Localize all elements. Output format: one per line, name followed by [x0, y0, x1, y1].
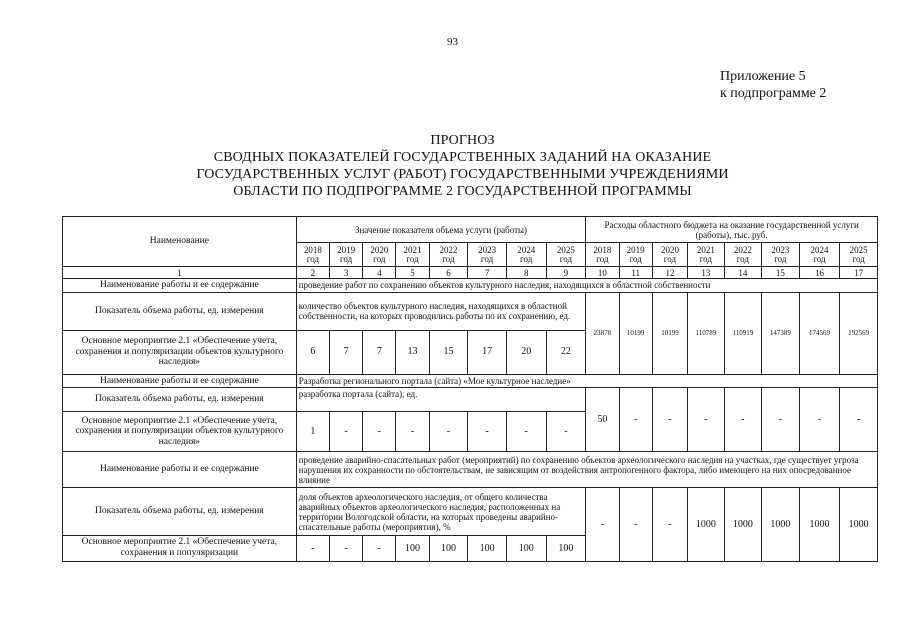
column-number-cell: 13 [688, 267, 724, 279]
expense-cell: - [586, 488, 619, 562]
expense-cell: - [799, 388, 840, 452]
expense-cell: 1000 [762, 488, 800, 562]
volume-cell: 100 [396, 536, 429, 562]
column-number-row [63, 267, 878, 279]
work-name-value: проведение аварийно-спасательных работ (мероприятий) по сохранению объектов археологического наследия на участках, где существует угроза нарушения их сохранности по обстоятельствам, не зависящим от воздействия антропогенного фактора, либо имеющего на них опосредованное влияние [296, 452, 877, 488]
year-header-cell [619, 243, 652, 267]
year-unit: год [480, 253, 494, 264]
column-number-cell: 12 [652, 267, 687, 279]
column-number-cell: 2 [296, 267, 329, 279]
year-label: 2025 [849, 244, 868, 255]
column-number-cell: 15 [762, 267, 800, 279]
expense-cell: 1000 [724, 488, 762, 562]
year-unit: год [852, 253, 865, 264]
year-label: 2022 [733, 244, 752, 255]
appendix-line1: Приложение 5 [720, 69, 806, 84]
volume-cell: 100 [468, 536, 507, 562]
expense-cell: 1000 [688, 488, 724, 562]
column-number-cell: 3 [329, 267, 362, 279]
work-name-label: Наименование работы и ее содержание [63, 374, 297, 388]
appendix-line2: к подпрограмме 2 [720, 86, 827, 101]
volume-cell: 15 [429, 330, 468, 374]
year-header-cell [724, 243, 762, 267]
column-number-cell: 1 [63, 267, 297, 279]
volume-cell: 6 [296, 330, 329, 374]
expense-cell: 110789 [688, 292, 724, 374]
expense-cell: - [652, 488, 687, 562]
document-title [60, 132, 865, 200]
year-header-cell [840, 243, 878, 267]
year-header-cell [329, 243, 362, 267]
expense-cell: - [840, 388, 878, 452]
volume-cell: - [546, 412, 586, 452]
year-unit: год [339, 253, 353, 264]
volume-cell: 17 [468, 330, 507, 374]
indicator-value: количество объектов культурного наследия, находящихся в областной собственности, на которых проводились работы по их сохранению, ед. [296, 292, 586, 330]
header-volume: Значение показателя объема услуги (работы) [296, 217, 586, 243]
year-label: 2019 [626, 244, 645, 255]
indicator-value: доля объектов археологического наследия, от общего количества аварийных объектов археологического наследия, расположенных на территории Вологодской области, на которых проведены аварийно-спасательные работы (мероприятия), % [296, 488, 586, 536]
volume-cell: - [363, 412, 396, 452]
year-header-cell [396, 243, 429, 267]
volume-cell: - [396, 412, 429, 452]
volume-cell: 7 [329, 330, 362, 374]
expense-cell: - [619, 488, 652, 562]
volume-cell: 22 [546, 330, 586, 374]
expense-cell: 23878 [586, 292, 619, 374]
expense-cell: 192569 [840, 292, 878, 374]
column-number-cell: 5 [396, 267, 429, 279]
table-row [63, 279, 878, 293]
year-header-cell [652, 243, 687, 267]
page-number: 93 [447, 36, 458, 48]
volume-cell: 1 [296, 412, 329, 452]
year-label: 2023 [771, 244, 790, 255]
column-number-cell: 6 [429, 267, 468, 279]
year-header-cell [506, 243, 546, 267]
column-number-cell: 4 [363, 267, 396, 279]
volume-cell: 7 [363, 330, 396, 374]
event-label: Основное мероприятие 2.1 «Обеспечение учета, сохранения и популяризации [63, 536, 297, 562]
volume-cell: - [363, 536, 396, 562]
expense-cell: - [619, 388, 652, 452]
year-label: 2025 [556, 244, 575, 255]
volume-cell: - [296, 536, 329, 562]
volume-cell: - [429, 412, 468, 452]
volume-cell: 100 [429, 536, 468, 562]
column-number-cell: 9 [546, 267, 586, 279]
expense-cell: 1000 [799, 488, 840, 562]
year-label: 2022 [439, 244, 458, 255]
year-header-cell [586, 243, 619, 267]
year-unit: год [406, 253, 419, 264]
title-line3: ГОСУДАРСТВЕННЫХ УСЛУГ (РАБОТ) ГОСУДАРСТВЕННЫМИ УЧРЕЖДЕНИЯМИ [196, 167, 729, 182]
forecast-table [62, 216, 878, 562]
volume-cell: 20 [506, 330, 546, 374]
year-label: 2018 [303, 244, 322, 255]
year-header-cell [468, 243, 507, 267]
column-number-cell: 16 [799, 267, 840, 279]
volume-cell: - [468, 412, 507, 452]
title-line4: ОБЛАСТИ ПО ПОДПРОГРАММЕ 2 ГОСУДАРСТВЕННОЙ ПРОГРАММЫ [233, 184, 692, 199]
year-label: 2019 [337, 244, 356, 255]
year-label: 2018 [593, 244, 612, 255]
column-number-cell: 10 [586, 267, 619, 279]
expense-cell: 10199 [652, 292, 687, 374]
table-row [63, 488, 878, 536]
year-label: 2024 [517, 244, 536, 255]
expense-cell: 147389 [762, 292, 800, 374]
volume-cell: - [329, 412, 362, 452]
year-unit: год [373, 253, 386, 264]
expense-cell: - [688, 388, 724, 452]
volume-cell: - [329, 536, 362, 562]
event-label: Основное мероприятие 2.1 «Обеспечение учета, сохранения и популяризации объектов культурного наследия» [63, 412, 297, 452]
year-unit: год [736, 253, 749, 264]
work-name-label: Наименование работы и ее содержание [63, 279, 297, 293]
column-number-cell: 11 [619, 267, 652, 279]
table-row [63, 292, 878, 330]
year-unit: год [306, 253, 319, 264]
volume-cell: 100 [506, 536, 546, 562]
year-header-cell [762, 243, 800, 267]
indicator-label: Показатель объема работы, ед. измерения [63, 292, 297, 330]
expense-cell: 50 [586, 388, 619, 452]
year-label: 2021 [696, 244, 715, 255]
title-line2: СВОДНЫХ ПОКАЗАТЕЛЕЙ ГОСУДАРСТВЕННЫХ ЗАДАНИЙ НА ОКАЗАНИЕ [213, 150, 712, 165]
year-unit: год [629, 253, 642, 264]
volume-cell: - [506, 412, 546, 452]
work-name-label: Наименование работы и ее содержание [63, 452, 297, 488]
volume-cell: 100 [546, 536, 586, 562]
column-number-cell: 14 [724, 267, 762, 279]
year-header-cell [363, 243, 396, 267]
header-name: Наименование [63, 217, 297, 267]
year-label: 2021 [403, 244, 422, 255]
header-expenses: Расходы областного бюджета на оказание государственной услуги (работы), тыс. руб. [586, 217, 878, 243]
volume-cell: 13 [396, 330, 429, 374]
year-label: 2024 [810, 244, 829, 255]
year-unit: год [596, 253, 609, 264]
header-row [63, 217, 878, 243]
event-label: Основное мероприятие 2.1 «Обеспечение учета, сохранения и популяризации объектов культурного наследия» [63, 330, 297, 374]
work-name-value: Разработка регионального портала (сайта) «Мое культурное наследие» [296, 374, 877, 388]
expense-cell: - [724, 388, 762, 452]
year-unit: год [559, 253, 573, 264]
year-unit: год [774, 253, 787, 264]
year-label: 2020 [370, 244, 389, 255]
year-header-cell [296, 243, 329, 267]
table-row [63, 452, 878, 488]
expense-cell: 1000 [840, 488, 878, 562]
year-header-cell [688, 243, 724, 267]
work-name-value: проведение работ по сохранению объектов культурного наследия, находящихся в областной собственности [296, 279, 877, 293]
expense-cell: 174569 [799, 292, 840, 374]
column-number-cell: 7 [468, 267, 507, 279]
year-unit: год [520, 253, 533, 264]
indicator-value: разработка портала (сайта), ед. [296, 388, 586, 412]
year-header-cell [799, 243, 840, 267]
table-row [63, 388, 878, 412]
expense-cell: - [762, 388, 800, 452]
year-header-cell [546, 243, 586, 267]
table-row [63, 374, 878, 388]
year-unit: год [699, 253, 713, 264]
expense-cell: - [652, 388, 687, 452]
year-label: 2023 [478, 244, 497, 255]
year-unit: год [442, 253, 455, 264]
year-header-cell [429, 243, 468, 267]
year-unit: год [663, 253, 677, 264]
appendix-note [720, 68, 826, 102]
column-number-cell: 8 [506, 267, 546, 279]
expense-cell: 110919 [724, 292, 762, 374]
title-line1: ПРОГНОЗ [430, 133, 495, 148]
indicator-label: Показатель объема работы, ед. измерения [63, 388, 297, 412]
year-unit: год [813, 253, 826, 264]
year-label: 2020 [660, 244, 679, 255]
indicator-label: Показатель объема работы, ед. измерения [63, 488, 297, 536]
expense-cell: 10199 [619, 292, 652, 374]
column-number-cell: 17 [840, 267, 878, 279]
